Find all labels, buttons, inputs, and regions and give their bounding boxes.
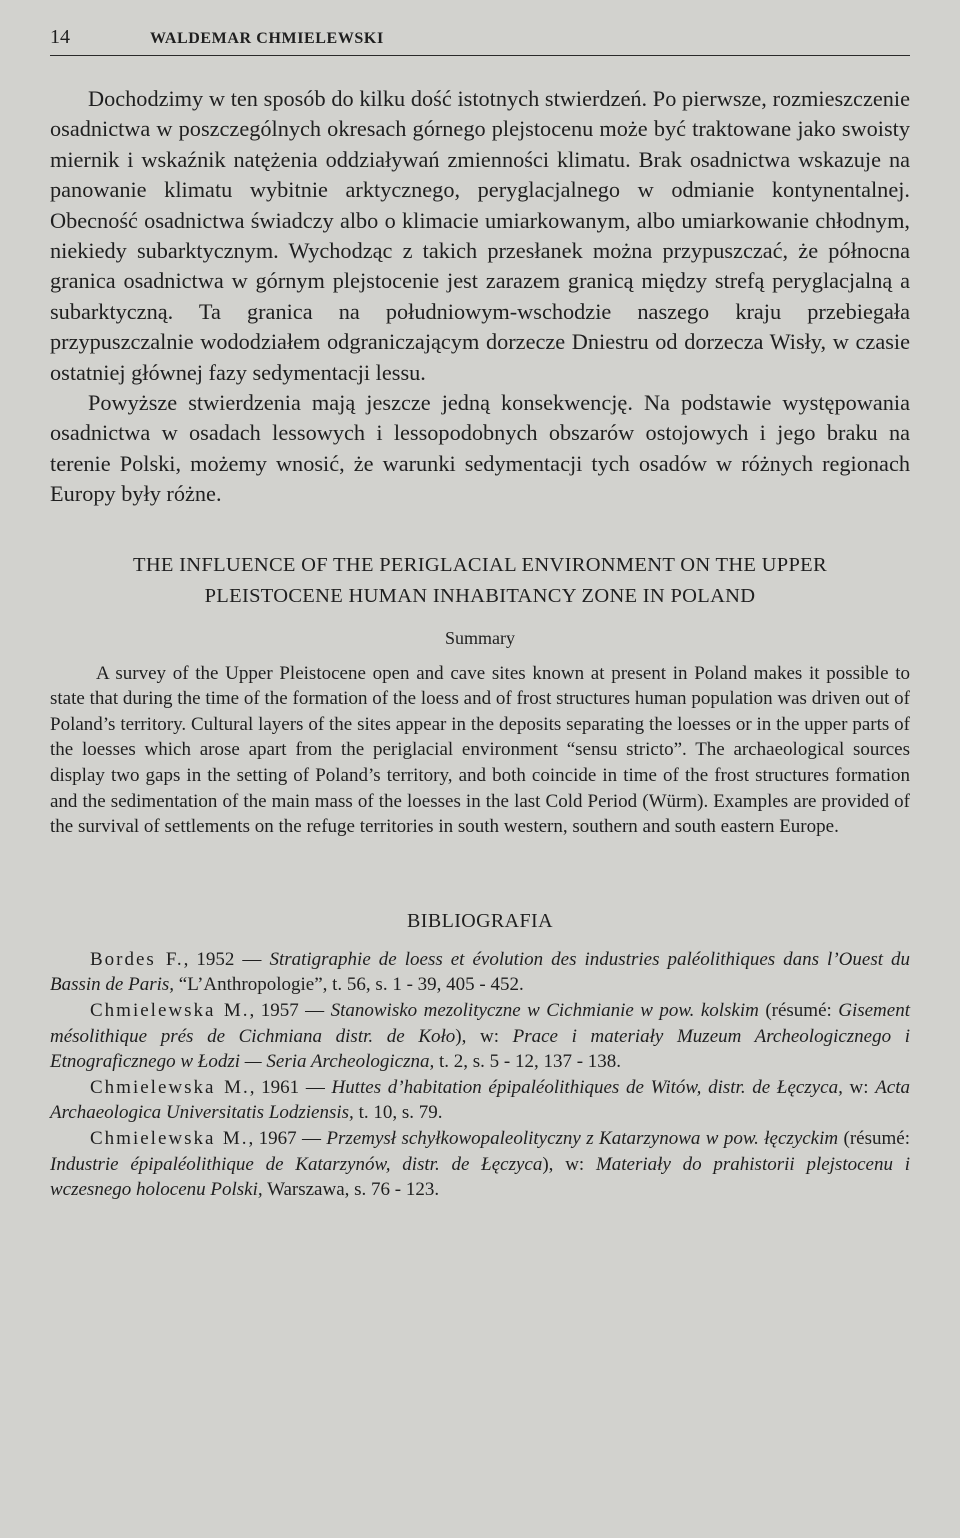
bibliography-list	[50, 947, 910, 1203]
bib-rest: “L’Anthropologie”, t. 56, s. 1 - 39, 405 - 452.	[174, 974, 524, 996]
bib-connector: ), w:	[455, 1025, 513, 1047]
summary-title-line: THE INFLUENCE OF THE PERIGLACIAL ENVIRONMENT ON THE UPPER	[133, 553, 827, 576]
paragraph: Dochodzimy w ten sposób do kilku dość istotnych stwierdzeń. Po pierwsze, rozmieszczenie osadnictwa w poszczególnych okresach górnego plejstocenu może być traktowane jako swoisty miernik i wskaźnik natężenia oddziaływań zmienności klimatu. Brak osadnictwa wskazuje na panowanie klimatu wybitnie arktycznego, peryglacjalnego w odmianie kontynentalnej. Obecność osadnictwa świadczy albo o klimacie umiarkowanym, albo umiarkowanie chłodnym, niekiedy subarktycznym. Wychodząc z takich przesłanek można przypuszczać, że północna granica osadnictwa w górnym plejstocenie jest zarazem granicą między strefą peryglacjalną a subarktyczną. Ta granica na południowym-wschodzie naszego kraju przebiegała przypuszczalnie wododziałem odgraniczającym dorzecze Dniestru od dorzecza Wisły, w czasie ostatniej głównej fazy sedymentacji lessu.	[50, 86, 910, 385]
bib-rest: t. 2, s. 5 - 12, 137 - 138.	[434, 1051, 622, 1073]
bib-year: , 1957 —	[249, 1000, 331, 1022]
bib-title: Prace i materiały Muzeum Archeologicznego i Etnograficznego w Łodzi — Seria Archeologiczna,	[50, 1025, 911, 1073]
bibliography-entry	[50, 1075, 910, 1126]
bib-year: , 1961 —	[249, 1076, 332, 1098]
bib-title: Huttes d’habitation épipaléolithiques de Witów, distr. de Łęczyca,	[331, 1076, 843, 1098]
bib-connector: (résumé:	[838, 1128, 910, 1149]
bib-rest: Warszawa, s. 76 - 123.	[262, 1179, 440, 1201]
bibliography-entry	[50, 947, 910, 998]
bib-author: Chmielewska M.	[90, 1076, 250, 1098]
bib-author: Chmielewska M.	[90, 1128, 249, 1149]
bib-title: Materiały do prahistorii plejstocenu i wczesnego holocenu Polski,	[50, 1153, 911, 1201]
bib-author: Chmielewska M.	[90, 1000, 250, 1022]
bib-year: , 1952 —	[183, 948, 270, 970]
summary-title-line: PLEISTOCENE HUMAN INHABITANCY ZONE IN POLAND	[204, 584, 756, 607]
running-head	[50, 26, 910, 56]
bib-title: Stratigraphie de loess et évolution des industries paléolithiques dans l’Ouest du Bassin de Paris,	[50, 948, 911, 996]
bib-year: , 1967 —	[248, 1128, 327, 1149]
bib-title: Przemysł schyłkowopaleolityczny z Katarzynowa w pow. łęczyckim	[326, 1128, 839, 1149]
bib-rest: t. 10, s. 79.	[353, 1102, 443, 1124]
bibliography-entry	[50, 1126, 910, 1203]
page-number: 14	[50, 26, 70, 48]
bib-title: Industrie épipaléolithique de Katarzynów, distr. de Łęczyca	[50, 1153, 543, 1175]
summary-text	[50, 661, 910, 840]
bib-connector: (résumé:	[758, 1000, 839, 1022]
bib-connector: w:	[842, 1076, 876, 1098]
bibliography-entry	[50, 998, 910, 1075]
bib-title: Acta Archaeologica Universitatis Lodziensis,	[50, 1076, 911, 1124]
paragraph: Powyższe stwierdzenia mają jeszcze jedną konsekwencję. Na podstawie występowania osadnictwa w osadach lessowych i lessopodobnych obszarów ostojowych i jego braku na terenie Polski, możemy wnosić, że warunki sedymentacji tych osadów w różnych regionach Europy były różne.	[50, 390, 910, 507]
bib-title: Stanowisko mezolityczne w Cichmianie w pow. kolskim	[330, 1000, 759, 1022]
summary-title	[50, 550, 910, 612]
bibliography-heading: BIBLIOGRAFIA	[407, 909, 553, 932]
summary-heading: Summary	[445, 627, 515, 648]
bib-title: Gisement mésolithique prés de Cichmiana distr. de Koło	[50, 1000, 910, 1047]
running-title: WALDEMAR CHMIELEWSKI	[150, 30, 384, 47]
body-text	[50, 84, 910, 510]
bib-author: Bordes F.	[90, 948, 184, 970]
summary-paragraph: A survey of the Upper Pleistocene open and cave sites known at present in Poland makes it possible to state that during the time of the formation of the loess and of frost structures human population was driven out of Poland’s territory. Cultural layers of the sites appear in the deposits separating the loesses or in the upper parts of the loesses which arose apart from the periglacial environment “sensu stricto”. The archaeological sources display two gaps in the setting of Poland’s territory, and both coincide in time of the frost structures formation and the sedimentation of the main mass of the loesses in the last Cold Period (Würm). Examples are provided of the survival of settlements on the refuge territories in south western, southern and south eastern Europe.	[50, 662, 910, 838]
bib-connector: ), w:	[542, 1153, 596, 1175]
